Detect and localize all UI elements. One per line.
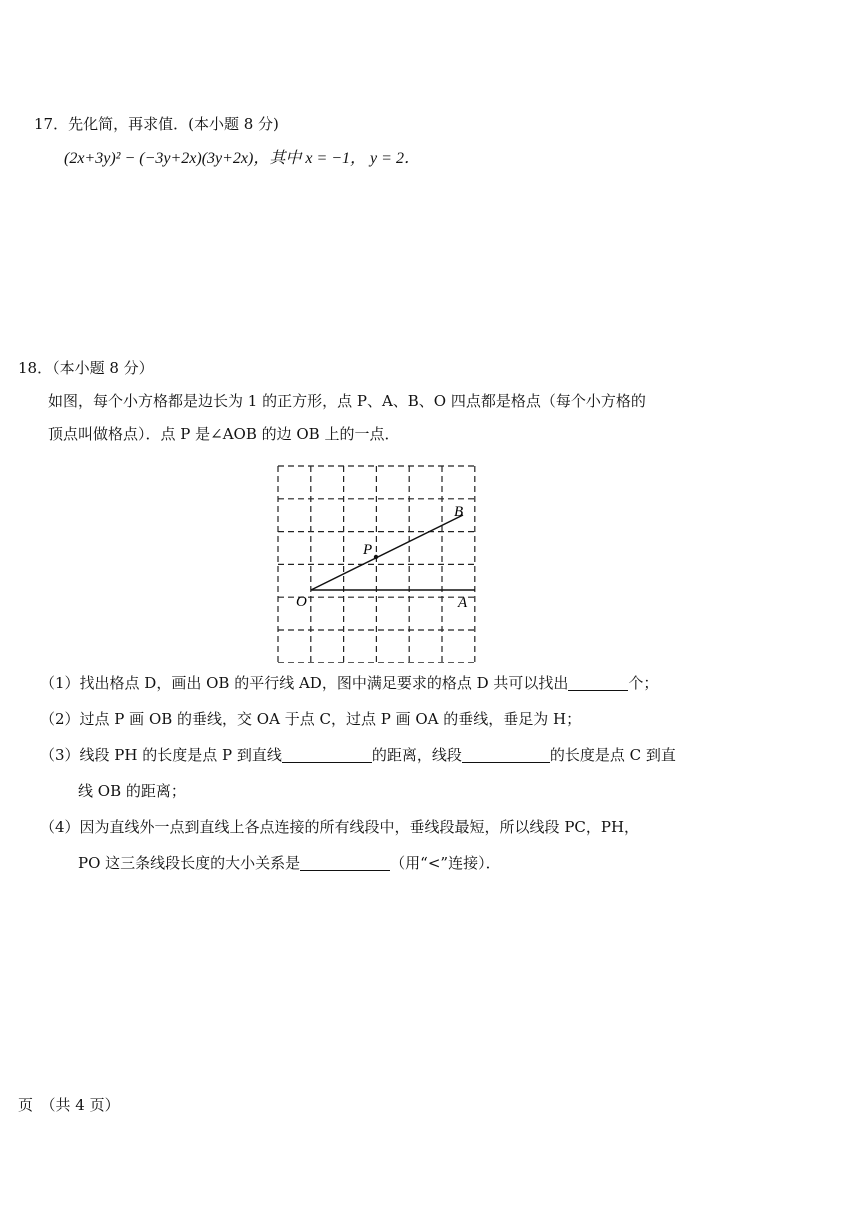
answer-blank-2[interactable] [282,746,372,763]
q18-part3-mid: 的距离，线段 [371,746,462,764]
grid-figure [270,458,485,663]
q18-part2: （2）过点 P 画 OB 的垂线，交 OA 于点 C，过点 P 画 OA 的垂线，垂足为 H； [40,710,582,728]
q18-part3-cont: 线 OB 的距离； [78,782,186,800]
ray-ob [311,515,463,590]
answer-blank-3[interactable] [462,746,550,763]
q18-part4-text: PO 这三条线段长度的大小关系是 [78,854,301,872]
answer-blank-4[interactable] [300,854,390,871]
page-footer: 页 （共 4 页） [18,1096,120,1114]
dashed-grid [278,466,475,663]
q18-part1-tail: 个； [628,674,659,692]
q18-intro-line1: 如图，每个小方格都是边长为 1 的正方形，点 P、A、B、O 四点都是格点（每个小方格的 [48,392,646,410]
label-o: O [296,594,307,610]
label-a: A [458,595,468,611]
q18-part3-text: （3）线段 PH 的长度是点 P 到直线 [40,746,282,764]
q17-expression: (2x+3y)² − (−3y+2x)(3y+2x)，其中 x = −1， y = 2． [64,150,420,167]
q18-intro-line2: 顶点叫做格点）．点 P 是∠AOB 的边 OB 上的一点． [48,425,400,443]
q17-header: 17．先化简，再求值．(本小题 8 分) [34,115,279,133]
q18-part1-text: （1）找出格点 D，画出 OB 的平行线 AD，图中满足要求的格点 D 共可以找出 [40,674,569,692]
q18-part4-tail: （用“<”连接）． [390,854,501,872]
q18-part4-cont [78,852,501,874]
label-p: P [363,542,373,558]
q18-part4: （4）因为直线外一点到直线上各点连接的所有线段中，垂线段最短，所以线段 PC，PH， [40,818,640,836]
q18-part1 [40,672,658,694]
point-p [374,555,378,559]
answer-blank-1[interactable] [568,674,628,691]
q18-part3 [40,744,676,766]
label-b: B [454,504,464,520]
q18-part3-tail: 的长度是点 C 到直 [549,746,676,764]
q18-header: 18．（本小题 8 分） [18,359,154,377]
